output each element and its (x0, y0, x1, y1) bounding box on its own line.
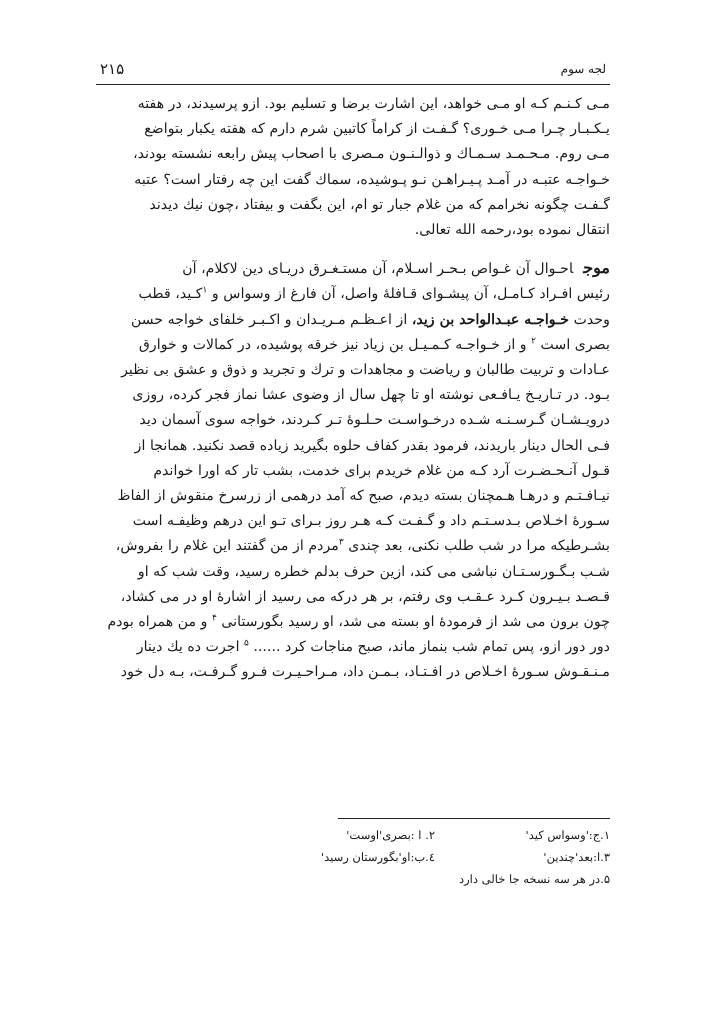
body-text (98, 92, 610, 686)
footnote-row (300, 868, 610, 890)
text-line: فـی الحال دینار باریدند، فرمود بقدر کفاف حلوه بگیرید زیاده قصد نکنید. همانجا از (134, 437, 610, 454)
text-line (98, 282, 610, 307)
text-span: احـوال آن غـواص بـحـر اسـلام، آن مستـغـرق دریـای دین لاکلام، آن (182, 261, 574, 278)
text-span: کـید، قطب (138, 286, 203, 303)
text-span: و من همراه بودم (107, 614, 208, 631)
footnote-marker: ۴ (212, 613, 217, 624)
text-span: وحدت (573, 311, 610, 328)
footnotes (300, 824, 610, 890)
footnote-marker: ۱ (202, 285, 208, 296)
text-line: انتقال نموده بود،رحمه الله تعالی. (414, 222, 610, 239)
text-span: بصری است (540, 336, 610, 353)
text-line (98, 255, 610, 282)
text-line: مـنـقـوش سـورۀ اخـلاص در افـتـاد، بـمـن داد، مـراحـیـرت فـرو گـرفـت، بـه دل خود (120, 664, 610, 681)
text-line (98, 534, 610, 559)
footnote-3: ۳.ا:بعد'چندین' (543, 850, 610, 864)
text-line: قـصـد بـیـرون کـرد عـقـب وی رفتم، بر هر درکه می رسید از اشارۀ او در می کشاد، (120, 588, 610, 605)
text-line: یـکـبـار چـرا مـی خـوری؟ گـفـت از کراماً کاتبین شرم دارم که هفته یکبار بتواضع (144, 121, 610, 138)
paragraph-gap (98, 243, 610, 255)
text-line: بـود. در تـاریـخ یـافـعی نوشته او تا چهل سال از وضوی عشا نماز فجر کرده، روزی (132, 387, 610, 404)
text-span: دور دور ازو، پس تمام شب بنماز ماند، صبح مناجات کرد ...... (253, 639, 610, 656)
text-span: از اعـظـم مـریـدان و اکـبـر خلفای خواجه حسن (130, 311, 408, 328)
bold-name: خـواجـه عبـدالواحد بن زید، (411, 311, 570, 328)
footnote-1: ۱.ج:'وسواس کید' (525, 828, 610, 842)
footnote-4: ٤.ب:او'بگورستان رسید' (320, 850, 435, 864)
text-line (98, 610, 610, 635)
text-line: مـی کـنـم کـه او مـی خواهد، این اشارت برضا و تسلیم بود. ازو پرسیدند، در هفته (137, 96, 610, 112)
text-line (98, 635, 610, 660)
text-line: شـب بـگـورسـتـان نباشی می کند، ازین حرف بدلم خطره رسید، وقت شب که او (137, 563, 610, 580)
footnote-row (300, 846, 610, 868)
page-number: ۲۱۵ (100, 60, 125, 78)
footnote-row (300, 824, 610, 846)
text-span: اجرت ده یك دینار (136, 639, 240, 656)
text-line (98, 308, 610, 333)
text-span: رئیس افـراد کـامـل، آن پیشـوای قـافلۀ واصل، آن فارغ از وسواس و (211, 286, 610, 303)
text-span: مردم از من گفتند این غلام را بفروش، (115, 538, 339, 555)
text-span: و از خـواجـه کـمـیـل بن زیاد نیز خرقه پوشیده، در کمالات و خوارق (138, 336, 527, 353)
page-header (96, 60, 610, 85)
text-line (98, 333, 610, 358)
section-lead-word: موج (583, 258, 610, 278)
text-line: خـواجـه عتبـه در آمـد پـیـراهـن نـو پـوشیده، سماك گفت این چه رفتار است؟ عتبه (134, 171, 610, 188)
text-line: قـول آنـحـضـرت آرد کـه من غلام خریدم برای خدمت، بشب تار که اورا خواندم (153, 462, 610, 479)
text-line: مـی روم. مـحـمـد سـمـاك و ذوالـنـون مـصری با اصحاب پیش رابعه نشسته بودند، (133, 146, 610, 163)
text-span: چون برون می شد از فرمودۀ او بسته می شد، او رسید بگورستانی (221, 614, 610, 631)
text-line: عـادات و تربیت طالبان و ریاضت و مجاهدات و ترك و تجرید و ذوق و عشق بی نظیر (121, 362, 610, 379)
footnote-marker: ۵ (244, 638, 249, 649)
running-title: لجه سوم (560, 62, 606, 76)
footnote-marker: ۳ (338, 537, 344, 548)
text-line: نیـافـتـم و درهـا هـمچنان بسته دیدم، صبح که آمد درهمی از زرسرخ منقوش از الفاظ (117, 488, 610, 505)
text-span: بشـرطیکه مرا در شب طلب نکنی، بعد چندی (348, 538, 610, 555)
text-line: گـفـت چگونه نخرامم که من غلام جبار تو ام، این بگفت و بیفتاد ،چون نیك دیدند (149, 196, 610, 213)
footnote-2: ۲. ا :بصری'اوست' (346, 828, 435, 842)
footnote-marker: ۲ (531, 336, 537, 347)
text-line: سـورۀ اخـلاص بـدسـتـم داد و گـفـت کـه هـر روز بـرای تـو این درهم وظیفـه است (132, 513, 610, 530)
text-line: درویـشـان گـرسـنـه شـده درخـواسـت حـلـوۀ تـر کـردند، خواجه سوی آسمان دید (139, 412, 610, 429)
footnote-5: ۵.در هر سه نسخه جا خالی دارد (458, 872, 610, 886)
footnote-divider (338, 818, 610, 819)
